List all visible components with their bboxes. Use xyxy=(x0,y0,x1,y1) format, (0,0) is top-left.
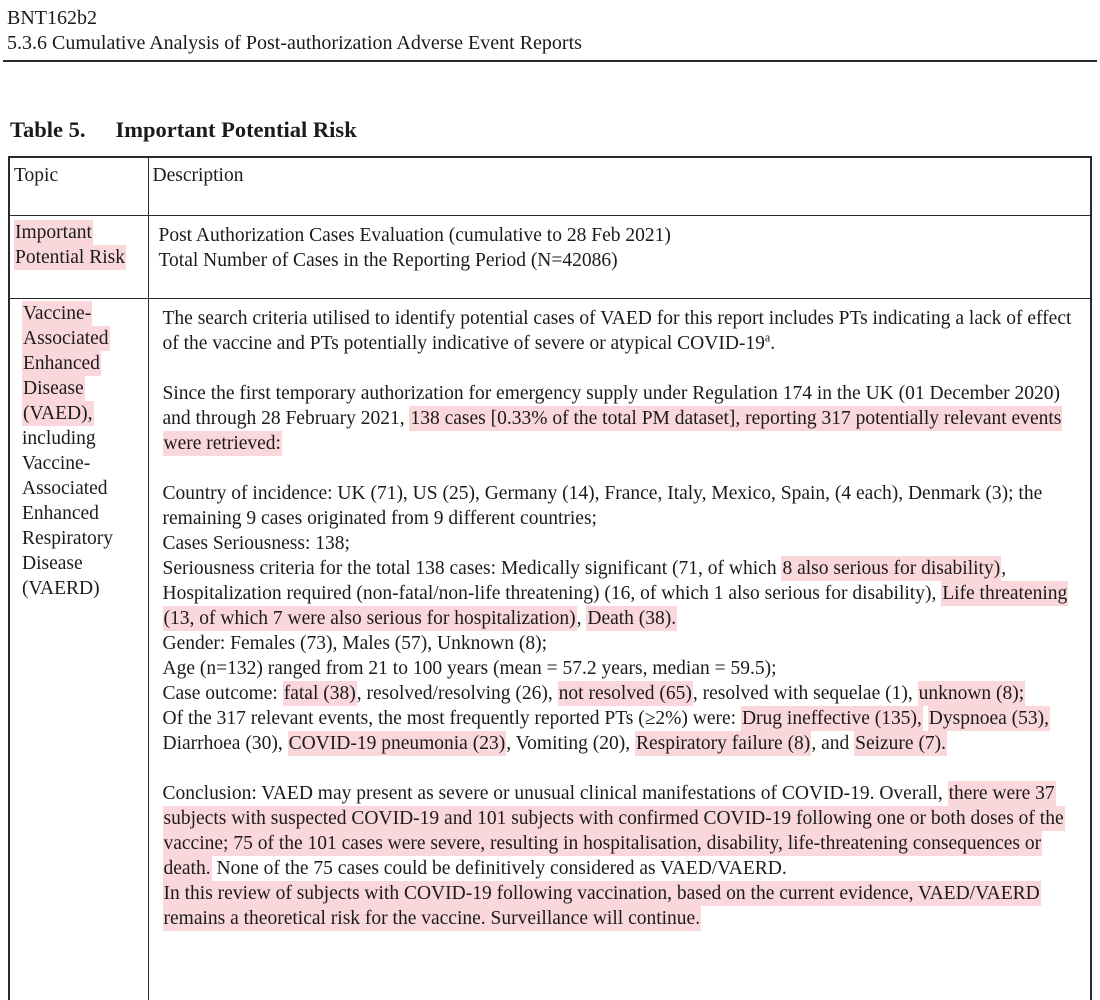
description-paragraph xyxy=(163,631,1079,656)
highlighted-text: 8 also serious for disability) xyxy=(782,558,1001,579)
topic-cell-vaed xyxy=(9,299,148,1000)
vaed-topic-content xyxy=(22,301,113,599)
text-run: , Vomiting (20), xyxy=(506,733,635,754)
description-paragraph xyxy=(163,881,1079,931)
risk-table xyxy=(8,156,1092,1000)
highlighted-text: fatal (38) xyxy=(283,683,356,704)
highlighted-text: unknown (8); xyxy=(918,683,1025,704)
text-run: Conclusion: VAED may present as severe or unusual clinical manifestations of COVID-19. Overall, xyxy=(162,783,948,804)
table-caption xyxy=(10,117,1100,143)
text-run: Diarrhoea (30), xyxy=(162,733,288,754)
highlighted-text: Respiratory failure (8) xyxy=(635,733,811,754)
doc-header xyxy=(0,0,1100,56)
description-paragraph xyxy=(163,681,1079,706)
text-run: Case outcome: xyxy=(162,683,283,704)
text-run: , resolved with sequelae (1), xyxy=(692,683,918,704)
description-paragraph xyxy=(163,656,1079,681)
description-paragraph xyxy=(163,781,1079,881)
highlighted-text: Seizure (7). xyxy=(855,733,947,754)
cases-evaluation-line: Post Authorization Cases Evaluation (cumulative to 28 Feb 2021) xyxy=(158,225,671,246)
topic-cell-important-potential-risk xyxy=(9,216,148,299)
highlighted-text: 138 cases [0.33% of the total PM dataset], reporting 317 potentially relevant events were retrieved: xyxy=(163,408,1062,454)
col-header-topic: Topic xyxy=(9,157,148,216)
highlighted-text: Vaccine-Associated Enhanced Disease (VAED), xyxy=(23,303,109,424)
highlighted-text: Death (38). xyxy=(587,608,677,629)
highlighted-text: Important Potential Risk xyxy=(15,222,125,268)
description-cell-vaed xyxy=(148,299,1091,1000)
text-run: , and xyxy=(811,733,855,754)
text-run: including Vaccine-Associated Enhanced Respiratory Disease (VAERD) xyxy=(22,428,113,599)
description-paragraph xyxy=(163,381,1079,456)
highlighted-text: not resolved (65) xyxy=(558,683,692,704)
caption-title: Important Potential Risk xyxy=(115,117,357,142)
text-run: Since the first temporary authorization for emergency supply under Regulation 174 in the UK (01 December 2020) and through 28 February 2021, xyxy=(162,383,1060,429)
text-run: , Hospitalization required (non-fatal/non-life threatening) (16, of which 1 also serious for disability), xyxy=(162,558,1007,604)
description-paragraph xyxy=(163,706,1079,756)
description-paragraph xyxy=(163,531,1079,556)
description-paragraph xyxy=(163,481,1079,531)
text-run: , resolved/resolving (26), xyxy=(356,683,558,704)
caption-label: Table 5. xyxy=(10,117,86,142)
highlighted-text: COVID-19 pneumonia (23) xyxy=(288,733,506,754)
row-important-potential-risk xyxy=(9,216,1091,299)
description-cell-cases-evaluation xyxy=(148,216,1091,299)
section-title: 5.3.6 Cumulative Analysis of Post-authorization Adverse Event Reports xyxy=(7,32,582,54)
text-run: . xyxy=(770,333,776,354)
highlighted-text: In this review of subjects with COVID-19 following vaccination, based on the current evidence, VAED/VAERD remains a theoretical risk for the vaccine. Surveillance will continue. xyxy=(163,883,1040,929)
text-run: Cases Seriousness: 138; xyxy=(162,533,350,554)
highlighted-text: Life threatening (13, of which 7 were also serious for hospitalization) xyxy=(163,583,1068,629)
description-paragraph xyxy=(163,556,1079,631)
table-header-row xyxy=(9,157,1091,216)
text-run: Seriousness criteria for the total 138 cases: Medically significant (71, of which xyxy=(162,558,782,579)
doc-id: BNT162b2 xyxy=(7,7,97,29)
highlighted-text: Drug ineffective (135), xyxy=(741,708,922,729)
text-run: Country of incidence: UK (71), US (25), Germany (14), France, Italy, Mexico, Spain, (4 each), Denmark (3); the remaining 9 cases originated from 9 different countries; xyxy=(162,483,1043,529)
text-run: Gender: Females (73), Males (57), Unknown (8); xyxy=(162,633,547,654)
footnote-marker: a xyxy=(764,330,771,345)
header-rule xyxy=(3,60,1097,62)
text-run: Of the 317 relevant events, the most frequently reported PTs (≥2%) were: xyxy=(162,708,741,729)
total-cases-line: Total Number of Cases in the Reporting Period (N=42086) xyxy=(158,250,618,271)
text-run: Age (n=132) ranged from 21 to 100 years (mean = 57.2 years, median = 59.5); xyxy=(162,658,777,679)
text-run: The search criteria utilised to identify potential cases of VAED for this report includes PTs indicating a lack of effect of the vaccine and PTs potentially indicative of severe or atypical COVID-19 xyxy=(162,308,1072,354)
description-paragraph xyxy=(163,306,1079,356)
text-run: None of the 75 cases could be definitively considered as VAED/VAERD. xyxy=(211,858,787,879)
highlighted-text: Dyspnoea (53), xyxy=(928,708,1049,729)
col-header-description: Description xyxy=(148,157,1091,216)
highlighted-text: there were 37 subjects with suspected COVID-19 and 101 subjects with confirmed COVID-19 following one or both doses of the vaccine; 75 of the 101 cases were severe, resulting in hospitalisation, disability, life-threatening consequences or death. xyxy=(163,783,1064,879)
text-run: , xyxy=(576,608,587,629)
vaed-description-content xyxy=(163,306,1079,931)
row-vaed xyxy=(9,299,1091,1000)
